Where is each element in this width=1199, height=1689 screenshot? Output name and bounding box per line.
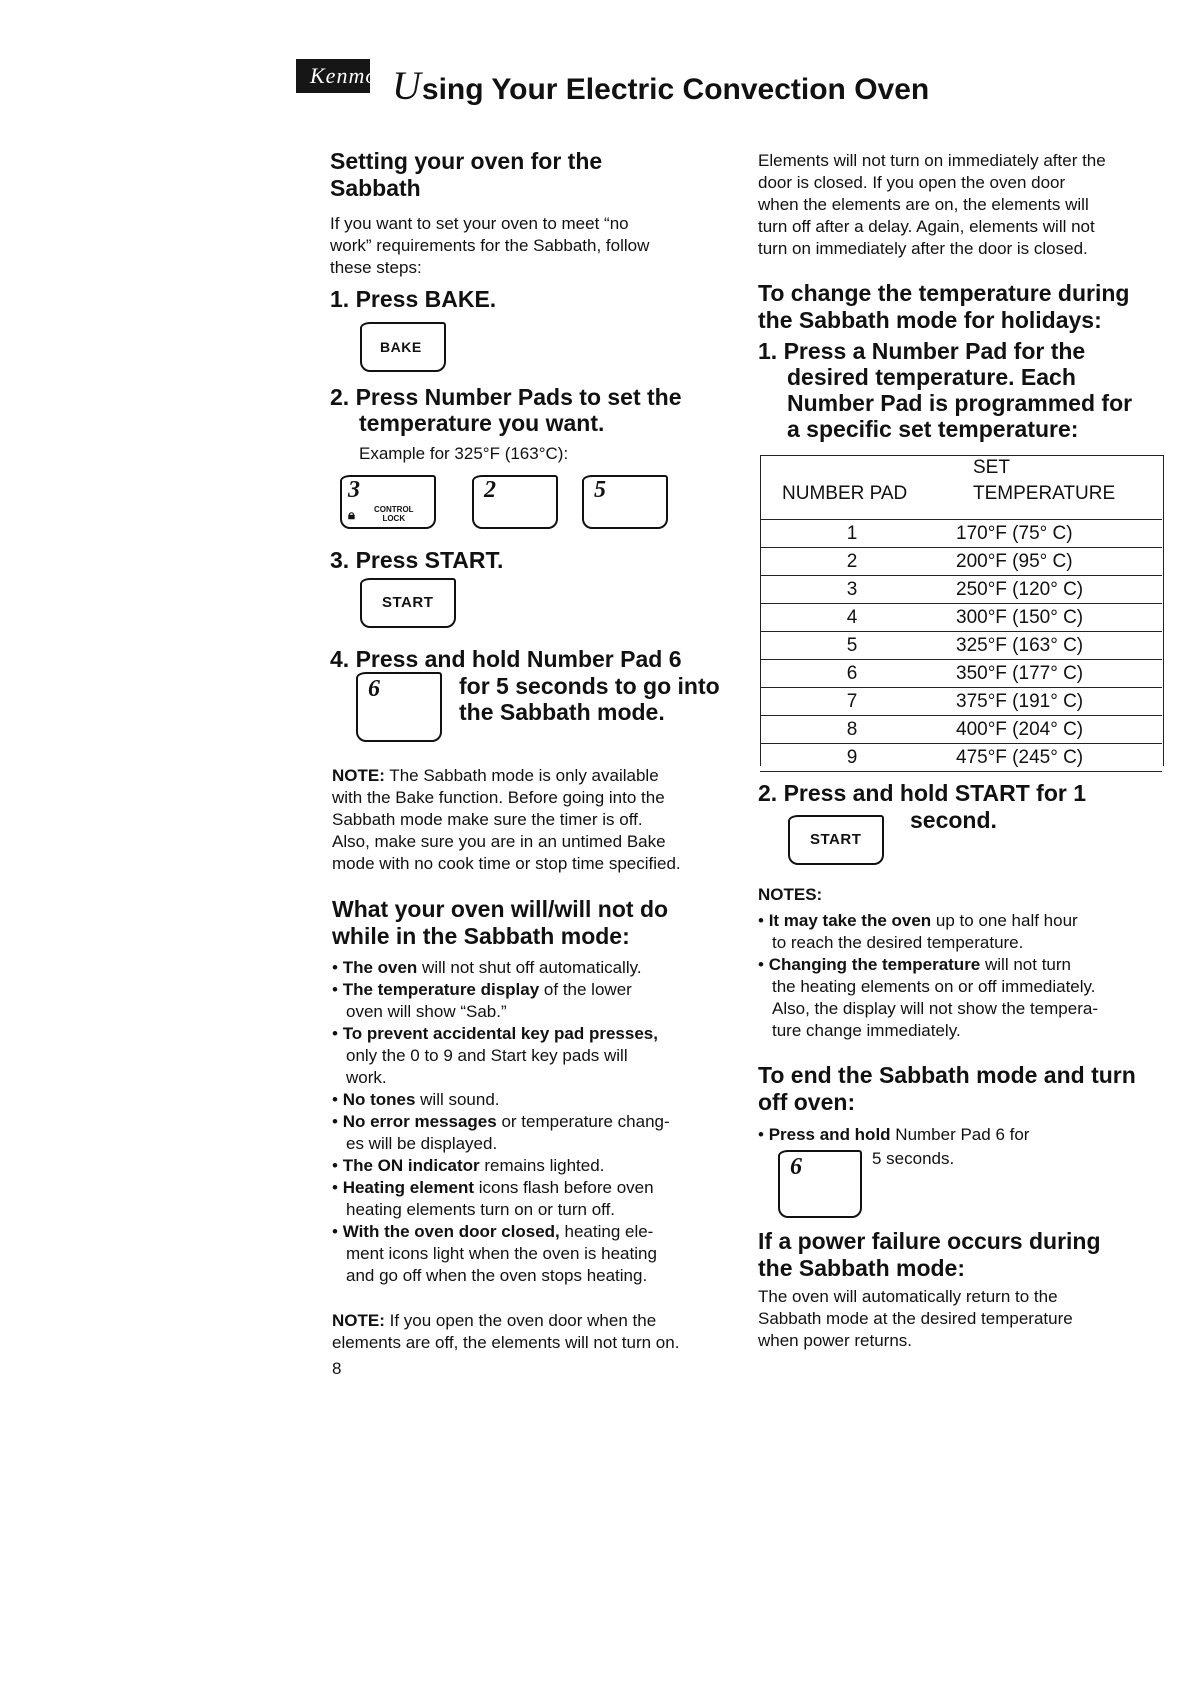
end-instruction: • Press and hold Number Pad 6 for [758,1125,1030,1144]
title-initial: U [392,63,421,108]
example-text: Example for 325°F (163°C): [359,444,569,463]
right-step-1: 1. Press a Number Pad for the desired temperature. Each Number Pad is programmed for a specific set temperature: [758,338,1133,442]
bake-keypad: BAKE [360,322,446,372]
page-title [392,62,929,109]
section-title: To change the temperature during the Sabbath mode for holidays: [758,280,1130,333]
section-title: Setting your oven for the Sabbath [330,148,603,201]
number-pad-6-end: 6 [778,1150,862,1218]
end-instruction-continued: 5 seconds. [872,1149,955,1168]
page-number: 8 [332,1359,342,1378]
list-item: • With the oven door closed, heating ele- [332,1222,654,1241]
list-item: • No error messages or temperature chang- [332,1112,670,1131]
start-keypad-hold: START [788,815,884,865]
header-set: SET [973,457,1010,478]
right-step-2-continued: second. [910,807,997,833]
step-2: 2. Press Number Pads to set the temperature you want. [330,384,682,436]
control-lock-label: CONTROL LOCK [374,505,414,523]
table-row: 5 325°F (163° C) [760,632,1162,660]
power-failure-text: The oven will automatically return to the Sabbath mode at the desired temperature when power returns. [758,1287,1073,1350]
section-setting-sabbath [330,148,602,202]
section-title: What your oven will/will not do while in the Sabbath mode: [332,896,669,949]
section-change-temperature [758,280,1129,334]
temperature-table [760,520,1162,772]
step-4: 4. Press and hold Number Pad 6 [330,646,682,672]
table-row: 7 375°F (191° C) [760,688,1162,716]
list-item: • The temperature display of the lower [332,980,632,999]
section-power-failure [758,1228,1101,1282]
list-item: • Heating element icons flash before oven [332,1178,654,1197]
title-rest: sing Your Electric Convection Oven [421,73,930,106]
table-row: 8 400°F (204° C) [760,716,1162,744]
start-keypad: START [360,578,456,628]
header-number-pad: NUMBER PAD [782,483,908,504]
list-item: • No tones will sound. [332,1090,500,1109]
number-pad-5: 5 [582,475,668,529]
notes-label: NOTES: [758,885,823,904]
step-4-continued: for 5 seconds to go into the Sabbath mode. [459,673,720,725]
right-step-2: 2. Press and hold START for 1 [758,780,1087,806]
table-row: 3 250°F (120° C) [760,576,1162,604]
list-item: • It may take the oven up to one half hour [758,911,1078,930]
brand-logo [296,59,397,93]
table-header [760,455,1162,520]
note-untimed-bake: NOTE: The Sabbath mode is only available with the Bake function. Before going into the Sabbath mode make sure the timer is off. Also, make sure you are in an untimed Bake mode with no cook time or stop time specified. [332,766,681,873]
table-row: 6 350°F (177° C) [760,660,1162,688]
number-pad-3: 3 CONTROL LOCK 🔒︎ [340,475,436,529]
table-row: 1 170°F (75° C) [760,520,1162,548]
list-item: • The ON indicator remains lighted. [332,1156,605,1175]
notes-list: • It may take the oven up to one half hour to reach the desired temperature. • Changing the temperature will not turn the heating elements on or off immediately. Also, the display will not show the tempera- ture change immediately. [758,910,1168,1042]
step-1: 1. Press BAKE. [330,286,497,312]
section-title: If a power failure occurs during the Sabbath mode: [758,1228,1101,1281]
step-3: 3. Press START. [330,547,504,573]
table-row: 9 475°F (245° C) [760,744,1162,772]
note-door-open: NOTE: If you open the oven door when the elements are off, the elements will not turn on. [332,1311,680,1352]
list-item: • The oven will not shut off automatically. [332,958,642,977]
number-pad-6: 6 [356,672,442,742]
lock-icon: 🔒︎ [348,507,355,522]
list-item: • Changing the temperature will not turn [758,955,1071,974]
section-end-sabbath [758,1062,1136,1116]
table-row: 4 300°F (150° C) [760,604,1162,632]
elements-delay-text: Elements will not turn on immediately after the door is closed. If you open the oven door when the elements are on, the elements will turn off after a delay. Again, elements will not turn on immediately after the door is closed. [758,151,1106,258]
number-pad-2: 2 [472,475,558,529]
section-title: To end the Sabbath mode and turn off oven: [758,1062,1136,1115]
section-what-oven-does [332,896,668,950]
sabbath-behavior-list: • The oven will not shut off automatically. • The temperature display of the lower oven will show “Sab.” • To prevent accidental key pad presses, only the 0 to 9 and Start key pads will work. • No tones will sound. • No error messages or temperature chang- es will be displayed. • The ON indicator remains lighted. • Heating element icons flash before oven heating elements turn on or turn off. • With the oven door closed, heating ele- ment icons light when the oven is heating and go off when the oven stops heating. [332,957,742,1287]
list-item: • To prevent accidental key pad presses, [332,1024,658,1043]
table-row: 2 200°F (95° C) [760,548,1162,576]
header-temperature: TEMPERATURE [973,483,1116,504]
intro-text: If you want to set your oven to meet “no work” requirements for the Sabbath, follow these steps: [330,214,650,277]
brand-logo-text: Kenmore [310,63,397,88]
